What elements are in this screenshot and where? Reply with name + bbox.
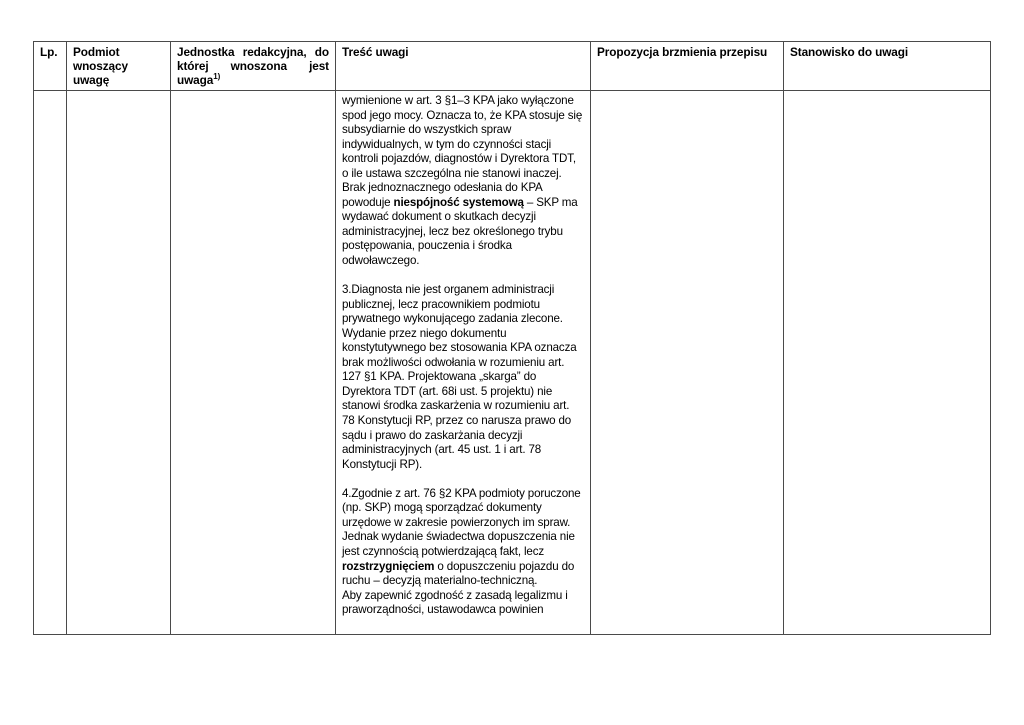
header-jednostka-redakcyjna	[171, 42, 336, 91]
paragraph-text: – SKP ma wydawać dokument o skutkach decyzji administracyjnej, lecz bez określonego trybu postępowania, pouczenia i środka odwoławczego.	[342, 195, 578, 268]
table-row	[34, 91, 991, 635]
footnote-reference-superscript: 1)	[213, 72, 221, 82]
comment-paragraph-3	[342, 283, 584, 472]
paragraph-text: 4.Zgodnie z art. 76 §2 KPA podmioty poruczone (np. SKP) mogą sporządzać dokumenty urzędowe w zakresie powierzonych im spraw. Jednak wydanie świadectwa dopuszczenia nie jest czynnością potwierdzającą fakt, lecz	[342, 486, 581, 558]
comment-paragraph-closing	[342, 589, 584, 618]
header-podmiot-wnoszacy-uwage: Podmiot wnoszący uwagę	[67, 42, 171, 91]
comment-paragraph-4	[342, 487, 584, 589]
cell-propozycja	[591, 91, 784, 635]
comments-table	[33, 41, 991, 635]
cell-podmiot	[67, 91, 171, 635]
header-propozycja-brzmienia: Propozycja brzmienia przepisu	[591, 42, 784, 91]
cell-lp	[34, 91, 67, 635]
table-header-row	[34, 42, 991, 91]
header-tresc-uwagi: Treść uwagi	[336, 42, 591, 91]
cell-tresc-uwagi	[336, 91, 591, 635]
cell-jednostka	[171, 91, 336, 635]
paragraph-bold-text: rozstrzygnięciem	[342, 559, 435, 573]
comment-paragraph-continuation	[342, 94, 584, 269]
paragraph-text: o dopuszczeniu pojazdu do ruchu – decyzją materialno-techniczną.	[342, 559, 575, 588]
paragraph-bold-text: niespójność systemową	[393, 195, 524, 209]
header-stanowisko-do-uwagi: Stanowisko do uwagi	[784, 42, 991, 91]
paragraph-text: 3.Diagnosta nie jest organem administracji publicznej, lecz pracownikiem podmiotu prywatnego wykonującego zadania zlecone. Wydanie przez niego dokumentu konstytutywnego bez stosowania KPA oznacza brak możliwości odwołania w rozumieniu art. 127 §1 KPA. Projektowana „skarga” do Dyrektora TDT (art. 68i ust. 5 projektu) nie stanowi środka zaskarżenia w rozumieniu art. 78 Konstytucji RP, przez co narusza prawo do sądu i prawo do zaskarżania decyzji administracyjnych (art. 45 ust. 1 i art. 78 Konstytucji RP).	[342, 283, 577, 471]
paragraph-text: Aby zapewnić zgodność z zasadą legalizmu i praworządności, ustawodawca powinien	[342, 588, 568, 617]
paragraph-text: wymienione w art. 3 §1–3 KPA jako wyłączone spod jego mocy. Oznacza to, że KPA stosuje się subsydiarnie do wszystkich spraw indywidualnych, w tym do czynności stacji kontroli pojazdów, diagnostów i Dyrektora TDT, o ile ustawa szczególna nie stanowi inaczej. Brak jednoznacznego odesłania do KPA powoduje	[342, 94, 583, 209]
table-body	[34, 91, 991, 635]
header-jednostka-text: Jednostka redakcyjna, do której wnoszona jest uwaga	[177, 45, 329, 87]
cell-stanowisko	[784, 91, 991, 635]
header-lp: Lp.	[34, 42, 67, 91]
